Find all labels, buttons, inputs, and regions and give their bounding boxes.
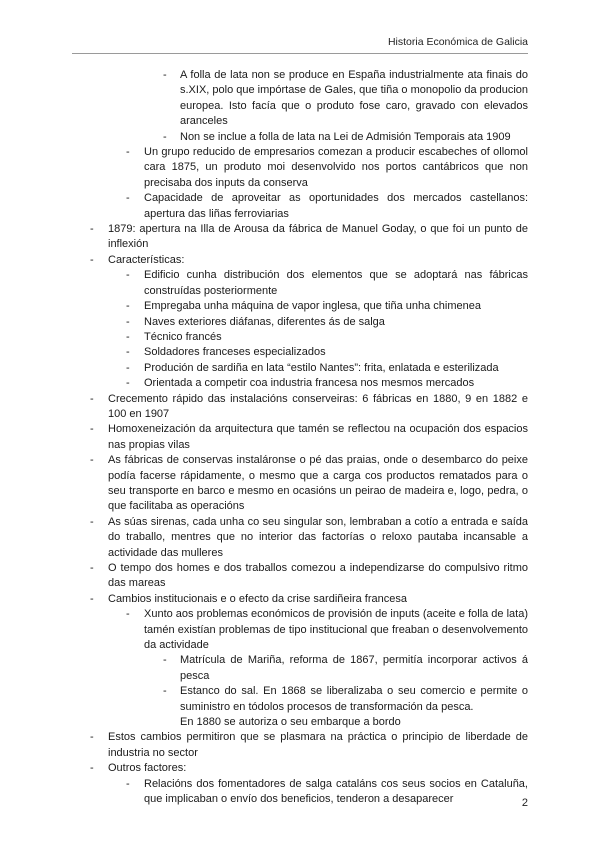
list-item-text: O tempo dos homes e dos traballos comezou a independizarse do compulsivo ritmo das mareas: [108, 562, 528, 590]
list-item-text: As fábricas de conservas instaláronse o pé das praias, onde o desembarco do peixe podía facerse rápidamente, o mesmo que a carga cos productos rematados para o seu transporte en barco e mesmo en ocasións un peirao de madeira e, logo, pedra, o que facilitaba as operacións: [108, 454, 528, 513]
list-item: [126, 607, 529, 653]
bullet-dash: -: [90, 423, 94, 436]
bullet-dash: -: [126, 315, 130, 328]
list-item-text: Cambios institucionais e o efecto da crise sardiñeira francesa: [108, 592, 407, 605]
list-item-text: Técnico francés: [144, 330, 222, 343]
list-item: [90, 730, 528, 761]
list-item-text: Soldadores franceses especializados: [144, 346, 326, 359]
page-header-title: Historia Económica de Galicia: [387, 36, 528, 48]
list-item: [126, 361, 528, 376]
bullet-dash: -: [163, 685, 167, 698]
list-item: [180, 715, 528, 730]
bullet-dash: -: [90, 392, 94, 405]
list-item-text: Produción de sardiña en lata “estilo Nantes”: frita, enlatada e esterilizada: [144, 361, 499, 374]
list-item: [90, 392, 528, 423]
list-item: [126, 268, 528, 299]
list-item: [126, 376, 528, 391]
list-item: [126, 345, 528, 360]
bullet-dash: -: [90, 762, 94, 775]
list-item: [90, 515, 528, 561]
list-item: [90, 253, 528, 268]
document-body: [0, 68, 600, 808]
bullet-dash: -: [126, 269, 130, 282]
bullet-dash: -: [126, 361, 130, 374]
list-item-text: Orientada a competir coa industria francesa nos mesmos mercados: [144, 377, 475, 390]
list-item: [90, 592, 528, 607]
bullet-dash: -: [126, 192, 130, 205]
list-item-text: Edificio cunha distribución dos elementos que se adoptará nas fábricas construídas posteriormente: [144, 269, 528, 297]
list-item-text: Estos cambios permitiron que se plasmara na práctica o principio de liberdade de industria no sector: [108, 731, 528, 759]
bullet-dash: -: [90, 454, 94, 467]
list-item-text: Características:: [108, 253, 185, 266]
list-item-text: Estanco do sal. En 1868 se liberalizaba o seu comercio e permite o suministro en tódolos procesos de transformación da pesca.: [180, 685, 528, 713]
list-item: [90, 422, 528, 453]
list-item-text: Naves exteriores diáfanas, diferentes ás de salga: [144, 315, 385, 328]
bullet-dash: -: [126, 608, 130, 621]
header-divider: [72, 53, 528, 54]
list-item: [126, 299, 528, 314]
bullet-dash: -: [90, 562, 94, 574]
bullet-dash: -: [163, 130, 167, 143]
list-item: [126, 777, 528, 808]
list-item: [163, 684, 528, 715]
bullet-dash: -: [90, 223, 94, 236]
list-item: [163, 68, 528, 130]
list-item-text: Crecemento rápido das instalacións conserveiras: 6 fábricas en 1880, 9 en 1882 e 100 en 1907: [108, 392, 528, 420]
list-item-text: Xunto aos problemas económicos de provisión de inputs (aceite e folla de lata) tamén existían problemas de tipo institucional que freaban o desenvolvemento da actividade: [144, 608, 529, 652]
list-item: [90, 761, 528, 776]
list-item-text: As súas sirenas, cada unha co seu singular son, lembraban a cotío a entrada e saída do traballo, mentres que no interior das factorías o reloxo pautaba incansable a actividade das mulleres: [108, 515, 528, 559]
bullet-dash: -: [163, 69, 167, 81]
page-number: 2: [521, 797, 528, 809]
list-item: [126, 145, 528, 191]
list-item-text: Non se inclue a folla de lata na Lei de Admisión Temporais ata 1909: [180, 130, 511, 143]
list-item-text: Relacións dos fomentadores de salga cataláns cos seus socios en Cataluña, que implicaban o envío dos beneficios, tenderon a desaparecer: [144, 777, 528, 806]
bullet-dash: -: [163, 654, 167, 667]
list-item-text: Matrícula de Mariña, reforma de 1867, permitía incorporar activos á pesca: [180, 654, 528, 682]
list-item-text: En 1880 se autoriza o seu embarque a bordo: [180, 716, 401, 729]
bullet-dash: -: [90, 515, 94, 528]
list-item-text: A folla de lata non se produce en España industrialmente ata finais do s.XIX, polo que impórtase de Gales, que tiña o monopolio da producion europea. Isto facía que o produto fose caro, gravado con elevados aranceles: [180, 69, 528, 128]
list-item-text: 1879: apertura na Illa de Arousa da fábrica de Manuel Goday, o que foi un punto de inflexión: [108, 223, 528, 251]
list-item: [90, 222, 528, 253]
list-item: [126, 191, 528, 222]
list-item: [163, 653, 528, 684]
list-item: [126, 315, 528, 330]
list-item-text: Empregaba unha máquina de vapor inglesa, que tiña unha chimenea: [144, 300, 481, 313]
bullet-dash: -: [126, 330, 130, 343]
bullet-dash: -: [126, 777, 130, 790]
bullet-dash: -: [126, 377, 130, 390]
list-item: [126, 330, 528, 345]
bullet-dash: -: [90, 592, 94, 605]
bullet-dash: -: [126, 146, 130, 159]
bullet-dash: -: [126, 300, 130, 313]
bullet-dash: -: [126, 346, 130, 359]
list-item-text: Outros factores:: [108, 762, 187, 775]
list-item: [163, 130, 528, 145]
bullet-dash: -: [90, 253, 94, 266]
list-item: [90, 561, 528, 592]
list-item: [90, 453, 528, 515]
list-item-text: Un grupo reducido de empresarios comezan a producir escabeches of ollomol cara 1875, un produto moi desenvolvido nos portos cantábricos que non precisaba dos inputs da conserva: [144, 146, 528, 189]
list-item-text: Homoxeneización da arquitectura que tamén se reflectou na ocupación dos espacios nas propias vilas: [108, 423, 528, 451]
bullet-dash: -: [90, 731, 94, 744]
list-item-text: Capacidade de aproveitar as oportunidades dos mercados castellanos: apertura das liñas ferroviarias: [144, 192, 528, 220]
